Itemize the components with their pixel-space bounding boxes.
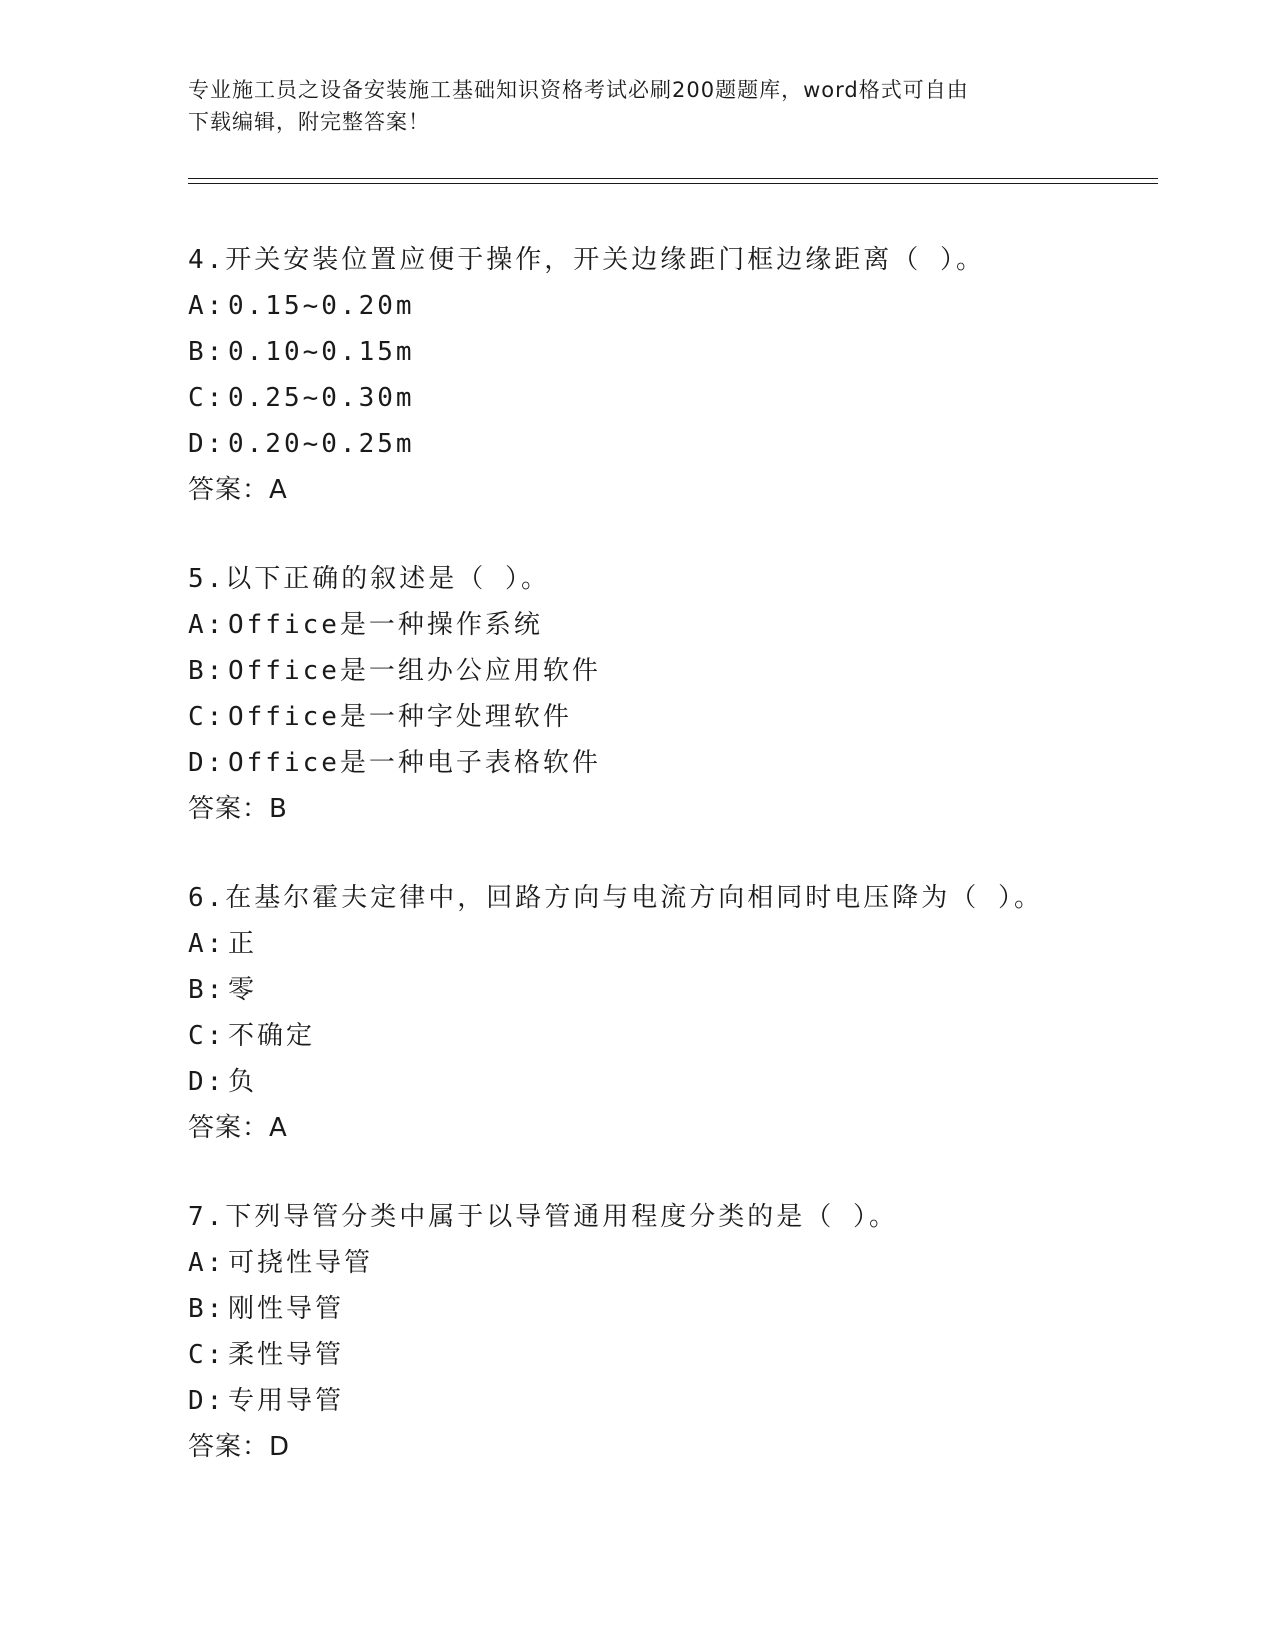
option-text: 刚性导管 bbox=[228, 1294, 345, 1324]
option-text: 可挠性导管 bbox=[228, 1248, 374, 1278]
option-letter: B: bbox=[188, 656, 226, 686]
question-title: 6.在基尔霍夫定律中，回路方向与电流方向相同时电压降为（ ）。 bbox=[188, 883, 1043, 913]
option-text: 零 bbox=[228, 975, 258, 1005]
option-row bbox=[188, 375, 1188, 421]
option-text: Office是一种电子表格软件 bbox=[228, 748, 601, 778]
option-row bbox=[188, 921, 1188, 967]
option-letter: A: bbox=[188, 291, 226, 321]
option-letter: A: bbox=[188, 610, 226, 640]
answer-line: 答案：A bbox=[188, 475, 288, 505]
option-row bbox=[188, 1013, 1188, 1059]
option-text: 0.25~0.30m bbox=[228, 383, 415, 413]
option-letter: D: bbox=[188, 748, 226, 778]
option-row bbox=[188, 1240, 1188, 1286]
option-row bbox=[188, 967, 1188, 1013]
option-text: 0.15~0.20m bbox=[228, 291, 415, 321]
question-block bbox=[188, 556, 1188, 832]
header-divider-top bbox=[188, 178, 1158, 179]
option-row bbox=[188, 694, 1188, 740]
option-letter: A: bbox=[188, 1248, 226, 1278]
question-title: 7.下列导管分类中属于以导管通用程度分类的是（ ）。 bbox=[188, 1202, 898, 1232]
option-row bbox=[188, 648, 1188, 694]
option-text: Office是一种字处理软件 bbox=[228, 702, 572, 732]
option-row bbox=[188, 602, 1188, 648]
option-letter: B: bbox=[188, 337, 226, 367]
option-letter: B: bbox=[188, 975, 226, 1005]
option-letter: C: bbox=[188, 1340, 226, 1370]
answer-line: 答案：B bbox=[188, 794, 288, 824]
option-letter: C: bbox=[188, 383, 226, 413]
option-row bbox=[188, 1378, 1188, 1424]
option-letter: A: bbox=[188, 929, 226, 959]
option-text: 0.20~0.25m bbox=[228, 429, 415, 459]
header-line-2: 下载编辑，附完整答案！ bbox=[188, 110, 430, 134]
option-text: 正 bbox=[228, 929, 258, 959]
answer-line: 答案：D bbox=[188, 1432, 291, 1462]
option-row bbox=[188, 421, 1188, 467]
question-block bbox=[188, 875, 1188, 1151]
option-letter: D: bbox=[188, 429, 226, 459]
option-text: 柔性导管 bbox=[228, 1340, 345, 1370]
option-text: Office是一种操作系统 bbox=[228, 610, 543, 640]
question-block bbox=[188, 1194, 1188, 1470]
option-letter: C: bbox=[188, 702, 226, 732]
question-block bbox=[188, 237, 1188, 513]
option-text: 不确定 bbox=[228, 1021, 316, 1051]
option-letter: D: bbox=[188, 1386, 226, 1416]
option-row bbox=[188, 1332, 1188, 1378]
option-text: 负 bbox=[228, 1067, 258, 1097]
option-row bbox=[188, 1286, 1188, 1332]
question-title: 5.以下正确的叙述是（ ）。 bbox=[188, 564, 550, 594]
option-text: 0.10~0.15m bbox=[228, 337, 415, 367]
option-text: 专用导管 bbox=[228, 1386, 345, 1416]
header-divider-bottom bbox=[188, 183, 1158, 184]
option-row bbox=[188, 740, 1188, 786]
question-title: 4.开关安装位置应便于操作，开关边缘距门框边缘距离（ ）。 bbox=[188, 245, 985, 275]
answer-line: 答案：A bbox=[188, 1113, 288, 1143]
option-row bbox=[188, 1059, 1188, 1105]
option-row bbox=[188, 283, 1188, 329]
document-header bbox=[188, 74, 1068, 138]
option-row bbox=[188, 329, 1188, 375]
option-text: Office是一组办公应用软件 bbox=[228, 656, 601, 686]
option-letter: C: bbox=[188, 1021, 226, 1051]
option-letter: D: bbox=[188, 1067, 226, 1097]
option-letter: B: bbox=[188, 1294, 226, 1324]
header-line-1: 专业施工员之设备安装施工基础知识资格考试必刷200题题库，word格式可自由 bbox=[188, 78, 969, 102]
